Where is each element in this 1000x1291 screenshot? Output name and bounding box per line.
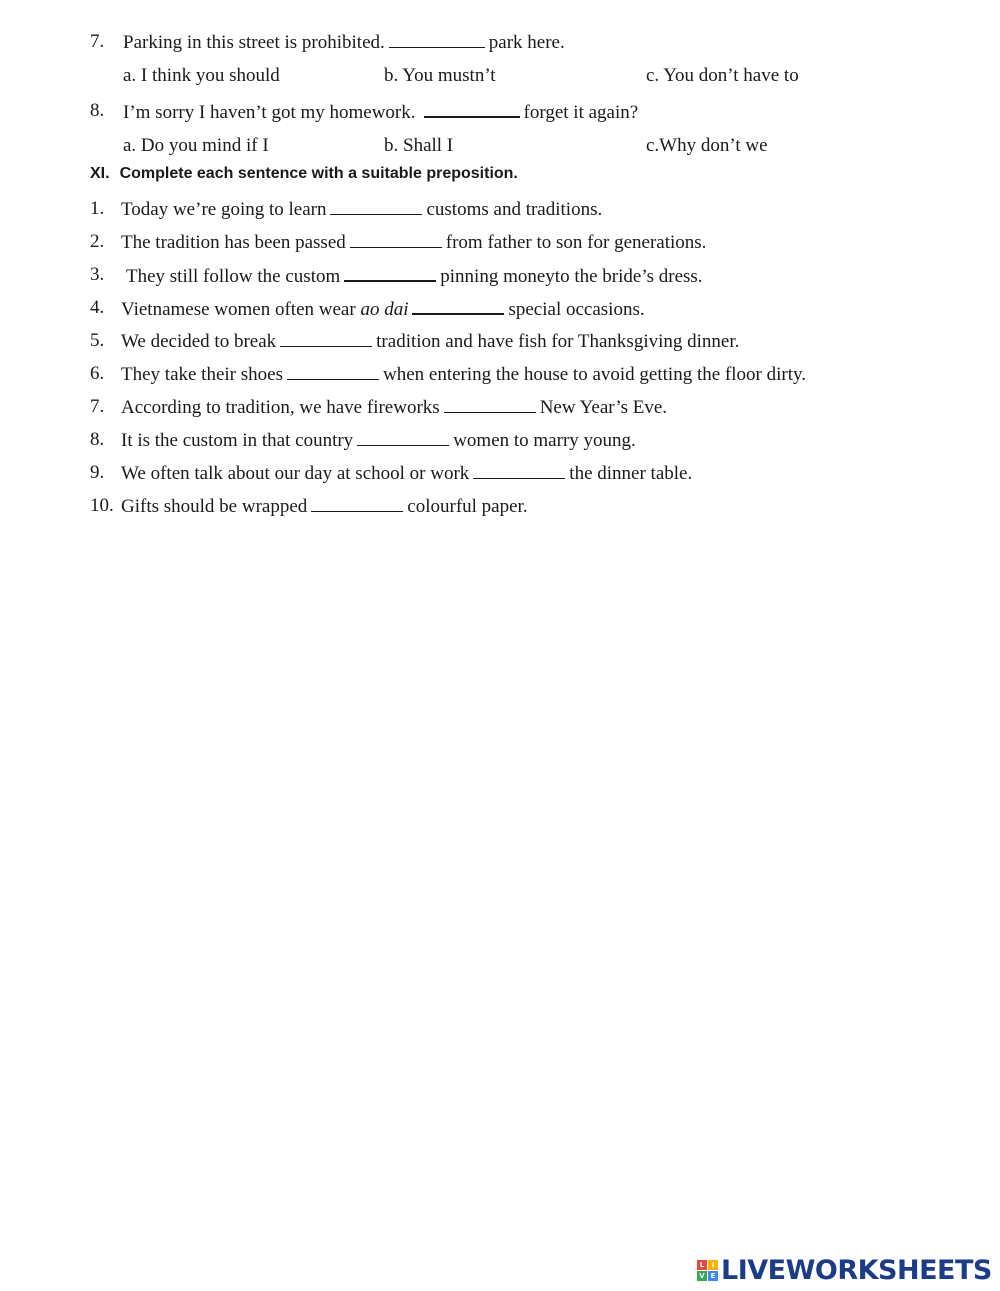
item-text-after: tradition and have fish for Thanksgiving dinner. [376,331,740,352]
item-number: 1. [90,198,105,219]
item-number: 9. [90,462,105,483]
item-sentence [121,461,692,486]
item-text-after: pinning moneyto the bride’s dress. [440,266,703,287]
item-text-after: customs and traditions. [426,199,603,220]
item-number: 4. [90,297,105,318]
item-number: 2. [90,231,105,252]
item-text-before: Today we’re going to learn [121,199,327,220]
item-number: 10. [90,495,114,516]
item-sentence [121,395,667,420]
section-roman-numeral: XI. [90,165,110,182]
item-text-after: colourful paper. [407,496,528,517]
item-sentence [121,428,636,453]
answer-blank[interactable] [424,99,520,118]
option-c[interactable]: c.Why don’t we [646,135,768,156]
option-a[interactable]: a. Do you mind if I [123,135,269,156]
question-text [123,30,565,55]
logo-block: V [697,1271,707,1281]
answer-blank[interactable] [311,494,403,512]
item-sentence [121,329,739,354]
item-text-after: the dinner table. [569,463,693,484]
answer-blank[interactable] [344,263,436,282]
logo-blocks-icon [697,1260,718,1281]
logo-block: E [708,1271,718,1281]
item-text-italic: ao dai [360,299,409,320]
item-text-before: It is the custom in that country [121,430,354,451]
item-text-before: They take their shoes [121,364,283,385]
question-number: 7. [90,31,105,52]
item-sentence [126,263,703,289]
item-text-after: women to marry young. [453,430,636,451]
answer-blank[interactable] [444,395,536,413]
item-number: 6. [90,363,105,384]
answer-blank[interactable] [473,461,565,479]
item-number: 8. [90,429,105,450]
answer-blank[interactable] [350,230,442,248]
item-sentence [121,197,602,222]
answer-blank[interactable] [389,30,485,48]
question-text-before: Parking in this street is prohibited. [123,32,385,53]
item-text-before: We often talk about our day at school or work [121,463,470,484]
item-text-before: Gifts should be wrapped [121,496,308,517]
logo-text: LIVEWORKSHEETS [721,1254,992,1286]
item-text-before: The tradition has been passed [121,232,346,253]
option-c[interactable]: c. You don’t have to [646,65,799,86]
item-text-before: They still follow the custom [126,266,341,287]
item-text-before: According to tradition, we have fireworks [121,397,440,418]
question-text-after: forget it again? [523,102,639,123]
question-text [123,99,638,125]
item-sentence [121,296,645,322]
item-text-after: special occasions. [508,299,645,320]
item-text-before: We decided to break [121,331,277,352]
answer-blank[interactable] [357,428,449,446]
answer-blank[interactable] [412,296,504,315]
item-sentence [121,494,528,519]
section-instruction: Complete each sentence with a suitable preposition. [119,165,518,182]
option-b[interactable]: b. Shall I [384,135,454,156]
option-a[interactable]: a. I think you should [123,65,280,86]
item-number: 5. [90,330,105,351]
answer-blank[interactable] [287,362,379,380]
item-number: 3. [90,264,105,285]
logo-block: L [697,1260,707,1270]
question-text-before: I’m sorry I haven’t got my homework. [123,102,416,123]
section-heading [90,163,518,185]
item-sentence [121,362,806,387]
item-text-before: Vietnamese women often wear [121,299,356,320]
logo-block: I [708,1260,718,1270]
item-number: 7. [90,396,105,417]
answer-blank[interactable] [280,329,372,347]
item-text-after: New Year’s Eve. [539,397,668,418]
liveworksheets-logo[interactable] [697,1254,992,1286]
question-number: 8. [90,100,105,121]
answer-blank[interactable] [330,197,422,215]
item-sentence [121,230,706,255]
option-b[interactable]: b. You mustn’t [384,65,496,86]
item-text-after: from father to son for generations. [445,232,707,253]
item-text-after: when entering the house to avoid getting the floor dirty. [382,364,806,385]
question-text-after: park here. [488,32,565,53]
